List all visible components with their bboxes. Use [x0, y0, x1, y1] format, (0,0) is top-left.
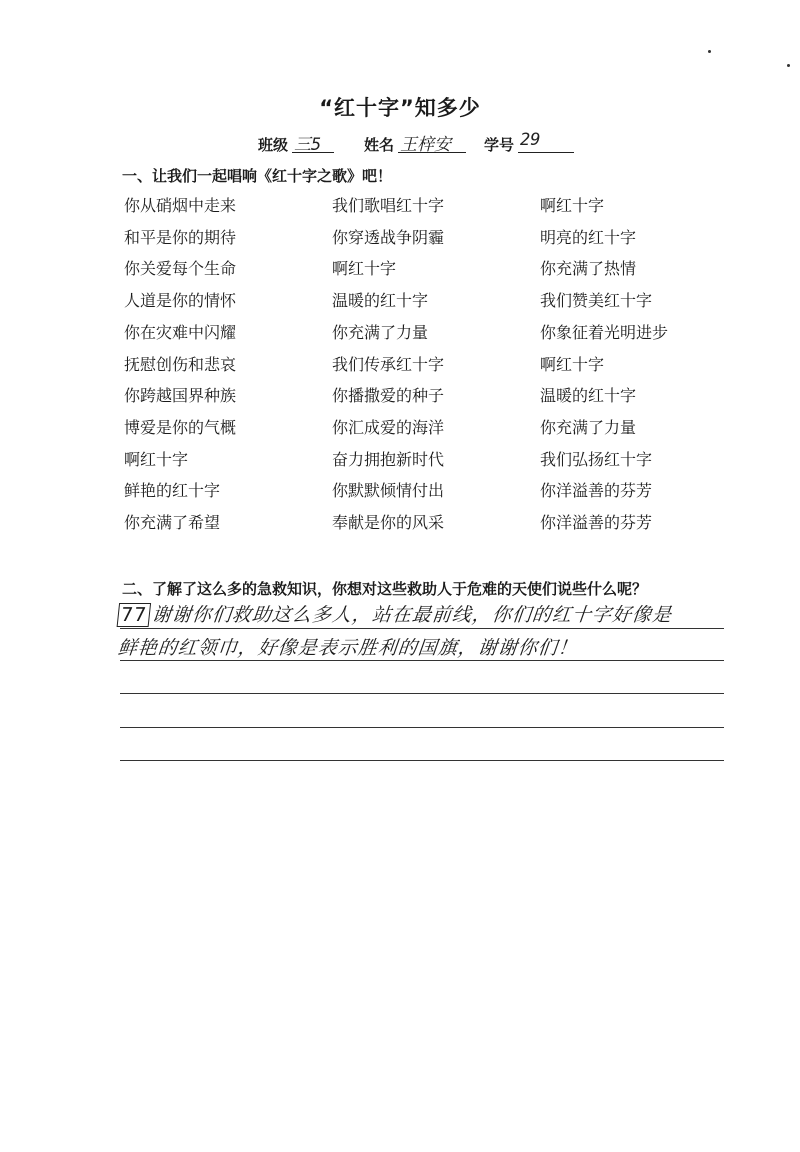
lyric-line: 啊红十字 — [124, 450, 189, 469]
class-label: 班级 — [258, 136, 289, 154]
lyric-line: 你穿透战争阴霾 — [332, 228, 445, 247]
lyric-line: 温暖的红十字 — [540, 386, 637, 405]
lyric-line: 博爱是你的气概 — [124, 418, 237, 437]
scan-speck — [708, 50, 711, 53]
lyric-line: 我们赞美红十字 — [540, 291, 653, 310]
handwritten-answer-line-2: 鲜艳的红领巾，好像是表示胜利的国旗，谢谢你们！ — [116, 637, 580, 659]
lyric-line: 我们弘扬红十字 — [540, 450, 653, 469]
scan-speck — [787, 64, 790, 67]
lyric-line: 你象征着光明进步 — [540, 323, 669, 342]
lyric-line: 你播撒爱的种子 — [332, 386, 445, 405]
answer-mark: 77 — [117, 603, 152, 627]
answer-rule-5 — [120, 760, 724, 761]
lyric-line: 你从硝烟中走来 — [124, 196, 237, 215]
id-field: 29 — [518, 130, 574, 153]
answer-text-1: 谢谢你们救助这么多人，站在最前线，你们的红十字好像是 — [150, 604, 674, 626]
lyric-line: 鲜艳的红十字 — [124, 481, 221, 500]
lyric-line: 你默默倾情付出 — [332, 481, 445, 500]
lyric-line: 温暖的红十字 — [332, 291, 429, 310]
answer-rule-3 — [120, 693, 724, 694]
worksheet-title: “红十字”知多少 — [319, 96, 481, 120]
lyric-line: 人道是你的情怀 — [124, 291, 237, 310]
lyric-line: 你充满了希望 — [124, 513, 221, 532]
lyric-line: 啊红十字 — [540, 355, 605, 374]
name-field: 王梓安 — [398, 130, 466, 153]
lyric-line: 你汇成爱的海洋 — [332, 418, 445, 437]
lyric-line: 我们传承红十字 — [332, 355, 445, 374]
lyric-line: 你跨越国界种族 — [124, 386, 237, 405]
name-label: 姓名 — [364, 136, 395, 154]
answer-rule-2 — [120, 660, 724, 661]
lyric-line: 啊红十字 — [332, 259, 397, 278]
section-2-heading: 二、了解了这么多的急救知识，你想对这些救助人于危难的天使们说些什么呢？ — [122, 580, 648, 598]
lyric-line: 你充满了力量 — [540, 418, 637, 437]
lyric-line: 奋力拥抱新时代 — [332, 450, 445, 469]
lyric-line: 我们歌唱红十字 — [332, 196, 445, 215]
lyric-line: 你洋溢善的芬芳 — [540, 513, 653, 532]
lyric-line: 你关爱每个生命 — [124, 259, 237, 278]
class-field: 三5 — [292, 130, 334, 153]
lyric-line: 你在灾难中闪耀 — [124, 323, 237, 342]
lyric-line: 明亮的红十字 — [540, 228, 637, 247]
section-1-heading: 一、让我们一起唱响《红十字之歌》吧！ — [122, 167, 393, 185]
id-label: 学号 — [484, 136, 515, 154]
lyric-line: 抚慰创伤和悲哀 — [124, 355, 237, 374]
lyric-line: 啊红十字 — [540, 196, 605, 215]
lyric-line: 你洋溢善的芬芳 — [540, 481, 653, 500]
lyric-line: 奉献是你的风采 — [332, 513, 445, 532]
answer-rule-1 — [120, 628, 724, 629]
lyric-line: 你充满了力量 — [332, 323, 429, 342]
lyric-line: 和平是你的期待 — [124, 228, 237, 247]
handwritten-answer-line-1 — [117, 600, 674, 627]
answer-rule-4 — [120, 727, 724, 728]
lyric-line: 你充满了热情 — [540, 259, 637, 278]
